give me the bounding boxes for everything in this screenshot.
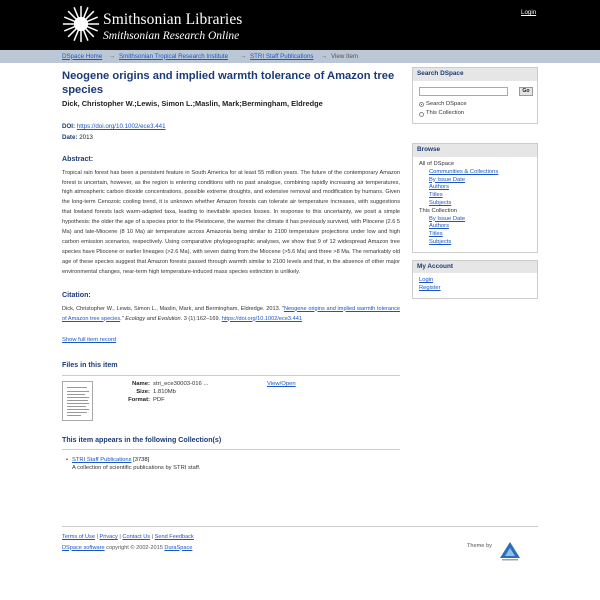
page-title: Neogene origins and implied warmth tolerance of Amazon tree species [62,70,395,96]
theme-by-text: Theme by [467,543,492,549]
send-feedback-link[interactable]: Send Feedback [154,534,194,540]
sidebar [412,67,538,306]
radio-this-collection-label: This Collection [426,110,465,117]
doi-label: DOI: [62,123,76,131]
browse-all-heading: All of DSpace [419,160,455,167]
footer-separator: | [117,534,123,540]
citation-journal: Ecology and Evolution [125,315,181,322]
footer-links [62,534,538,542]
abstract-heading: Abstract: [62,155,94,164]
radio-this-collection[interactable] [419,110,531,118]
browse-authors[interactable]: Authors [429,184,449,191]
date-label: Date: [62,133,78,141]
show-full-record-link[interactable]: Show full item record [62,336,117,343]
site-header [0,0,600,50]
brand-title[interactable]: Smithsonian Libraries [103,11,243,28]
footer-separator: | [150,534,155,540]
search-input[interactable] [419,87,508,96]
file-item [62,381,400,429]
breadcrumb-separator: → [109,52,116,60]
header-login-link[interactable]: Login [521,9,537,16]
footer-separator: | [94,534,100,540]
pdf-thumbnail-icon[interactable] [62,381,93,421]
doi-link[interactable]: https://doi.org/10.1002/ece3.441 [76,123,166,131]
atmire-logo-icon[interactable] [498,540,522,562]
file-name-value: stri_ece30003-016 ... [153,380,209,387]
file-size-value: 1.810Mb [153,388,176,395]
breadcrumb-stri[interactable]: Smithsonian Tropical Research Institute [119,52,229,60]
collection-authors[interactable]: Authors [429,223,449,230]
duraspace-link[interactable]: DuraSpace [164,544,193,551]
collection-subjects[interactable]: Subjects [429,239,452,246]
search-box [412,67,538,124]
smithsonian-sun-logo-icon[interactable] [62,5,100,43]
dspace-software-link[interactable]: DSpace software [62,544,105,551]
radio-unchecked-icon[interactable] [419,112,424,117]
brand-subtitle[interactable]: Smithsonian Research Online [103,30,240,42]
breadcrumb-dspace-home[interactable]: DSpace Home [62,52,103,60]
file-format-label: Format: [128,396,150,403]
collection-link[interactable]: STRI Staff Publications [72,457,132,464]
citation-doi-link[interactable]: https://doi.org/10.1002/ece3.441 [221,315,302,322]
terms-of-use-link[interactable]: Terms of Use [62,534,95,540]
radio-checked-icon[interactable] [419,102,424,107]
collection-count: [3738] [131,457,150,464]
collections-heading: This item appears in the following Collection(s) [62,436,400,451]
breadcrumb-separator: → [321,52,328,60]
abstract-text: Tropical rain forest has been a persistent feature in South America for at least 55 million years. The future of the contemporary Amazon forest is uncertain, however, as the region is entering conditions with no past analogue, combining rapidly increasing air temperatures, high atmospheric carbon dioxide concentrations, possible extreme droughts, and extensive removal and modification by humans. Given the long-term Cenozoic cooling trend, it is unknown whether Amazon forests can tolerate air temperature increases, with suggestions that lowland forests lack warm-adapted taxa, leading to inevitable species losses. In response to this uncertainty, we posit a simple hypothesis: the older the age of a species prior to the Pleistocene, the warmer the climate it has previously survived, with Pliocene (2.6 5 Ma) and late-Miocene (8 10 Ma) air temperature across Amazonia being similar to 2100 temperature projections under low and high carbon emission scenarios, respectively. Using comparative phylogeographic analyses, we show that 9 of 12 widespread Amazon tree species have Pliocene or earlier lineages (>2.6 Ma), with seven dating from the Miocene (>5.6 Ma) and three >8 Ma. The remarkably old age of these species suggest that Amazon forests passed through warmth similar to 2100 levels and that, in the absence of other major environmental changes, near-term high temperature-induced mass species extinction is unlikely. [62,169,400,276]
files-heading: Files in this item [62,361,400,376]
breadcrumb [0,50,600,63]
citation-heading: Citation: [62,291,91,300]
account-box [412,260,538,299]
browse-collection-heading: This Collection [419,207,458,214]
browse-communities[interactable]: Communities & Collections [429,168,499,175]
breadcrumb-stri-staff-publications[interactable]: STRI Staff Publications [250,52,314,60]
contact-us-link[interactable]: Contact Us [122,534,151,540]
item-view [62,70,400,473]
search-heading: Search DSpace [413,68,537,81]
date-value: 2013 [79,133,93,141]
go-button[interactable]: Go [519,87,533,96]
radio-search-dspace[interactable] [419,101,531,109]
item-authors: Dick, Christopher W.;Lewis, Simon L.;Maslin, Mark;Bermingham, Eldredge [62,99,323,109]
citation-volume: . 3 (1):162–169. [180,315,222,322]
file-format-value: PDF [153,396,165,403]
citation-title-link[interactable]: Neogene origins and implied warmth tolerance of Amazon tree species [62,305,401,322]
file-metadata [120,381,208,405]
browse-titles[interactable]: Titles [429,192,443,199]
item-metadata [62,123,400,142]
account-heading: My Account [413,261,537,274]
file-size-label: Size: [136,388,150,395]
privacy-link[interactable]: Privacy [99,534,118,540]
site-footer [62,526,538,552]
breadcrumb-current: View Item [331,52,359,60]
collections-list [72,457,400,473]
browse-box [412,143,538,253]
citation-text [62,305,400,325]
radio-search-dspace-label: Search DSpace [426,100,467,107]
collection-titles[interactable]: Titles [429,231,443,238]
citation-quote-close: ." [120,315,126,322]
browse-by-issue-date[interactable]: By Issue Date [429,176,466,183]
breadcrumb-separator: → [240,52,247,60]
browse-subjects[interactable]: Subjects [429,199,452,206]
citation-authors: Dick, Christopher W., Lewis, Simon L., Maslin, Mark, and Bermingham, Eldredge. 2013. " [62,305,284,312]
sidebar-login-link[interactable]: Login [419,277,434,284]
sidebar-register-link[interactable]: Register [419,285,441,292]
file-name-label: Name: [131,380,150,387]
collection-description: A collection of scientific publications by STRI staff. [72,465,201,472]
browse-heading: Browse [413,144,537,157]
copyright-text: copyright © 2002-2015 [104,544,165,551]
collection-by-issue-date[interactable]: By Issue Date [429,215,466,222]
view-open-link[interactable]: View/Open [267,380,296,387]
list-item [72,457,400,473]
